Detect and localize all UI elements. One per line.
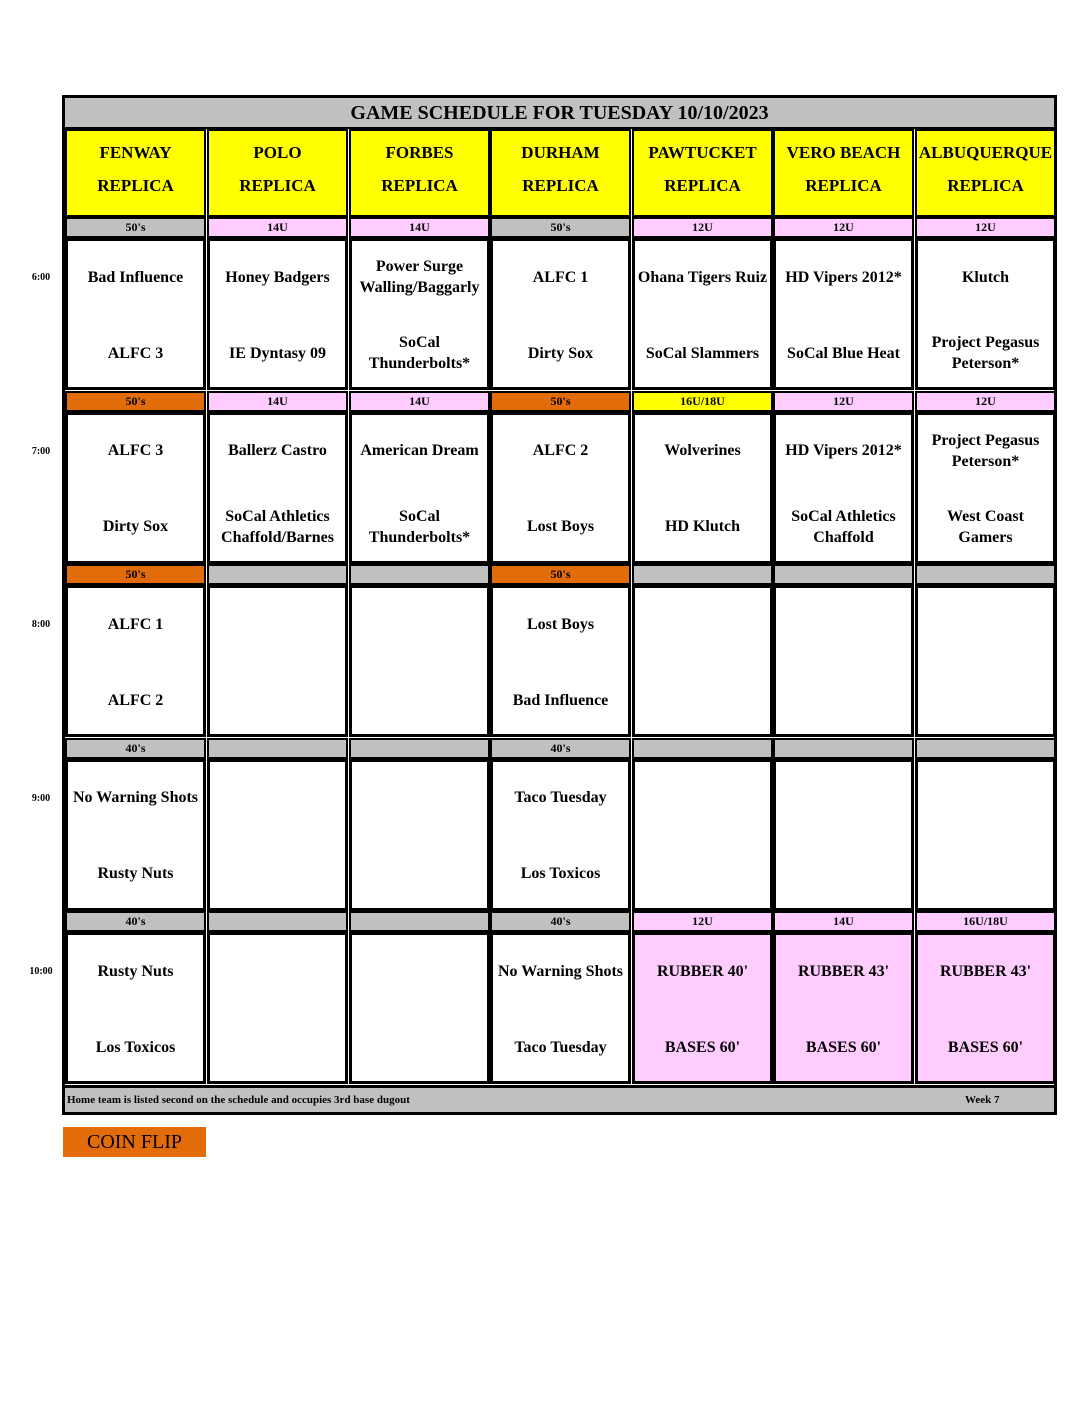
game-cell — [349, 238, 490, 390]
home-team: BASES 60' — [947, 1038, 1024, 1056]
division-label — [349, 911, 490, 932]
field-name: FORBES — [385, 143, 454, 162]
home-team — [354, 852, 485, 896]
game-cell — [773, 585, 914, 737]
game-cell — [490, 932, 631, 1084]
home-team — [920, 852, 1051, 896]
game-cell — [490, 238, 631, 390]
away-team — [212, 949, 343, 993]
away-team: Wolverines — [664, 442, 741, 459]
field-subtitle: REPLICA — [239, 176, 316, 195]
field-subtitle: REPLICA — [97, 176, 174, 195]
away-team: HD Vipers 2012* — [785, 268, 902, 286]
home-team: Lost Boys — [526, 518, 595, 535]
field-subtitle: REPLICA — [522, 176, 599, 195]
division-label: 12U — [915, 217, 1056, 238]
division-label: 40's — [65, 738, 206, 759]
away-team: HD Vipers 2012* — [785, 442, 902, 459]
home-team — [637, 852, 768, 896]
field-header-durham — [490, 129, 631, 217]
game-cell — [65, 932, 206, 1084]
away-team — [637, 776, 768, 820]
division-label — [915, 738, 1056, 759]
division-label — [349, 738, 490, 759]
division-label: 16U/18U — [915, 911, 1056, 932]
home-team: SoCal Thunderbolts* — [368, 334, 471, 372]
away-team: Ballerz Castro — [228, 442, 327, 459]
game-cell — [65, 585, 206, 737]
home-team: Los Toxicos — [95, 1038, 176, 1056]
division-label: 50's — [490, 391, 631, 412]
away-team: Klutch — [961, 268, 1010, 286]
schedule-title: GAME SCHEDULE FOR TUESDAY 10/10/2023 — [65, 98, 1054, 129]
away-team: Project Pegasus Peterson* — [931, 431, 1040, 470]
away-team: ALFC 1 — [532, 268, 589, 286]
away-team: RUBBER 43' — [939, 962, 1032, 980]
division-label: 14U — [207, 391, 348, 412]
away-team: No Warning Shots — [72, 789, 199, 806]
division-label — [773, 564, 914, 585]
home-team: IE Dyntasy 09 — [229, 344, 326, 362]
division-label — [207, 738, 348, 759]
game-cell — [65, 238, 206, 390]
game-cell — [349, 759, 490, 911]
away-team: Rusty Nuts — [97, 962, 174, 980]
game-cell — [632, 238, 773, 390]
away-team: No Warning Shots — [497, 962, 624, 980]
home-team: Bad Influence — [512, 691, 609, 709]
game-cell — [632, 412, 773, 564]
field-subtitle: REPLICA — [664, 176, 741, 195]
game-cell — [915, 932, 1056, 1084]
home-team — [212, 852, 343, 896]
home-team: SoCal Athletics Chaffold/Barnes — [221, 507, 334, 546]
division-label — [349, 564, 490, 585]
division-label: 12U — [632, 217, 773, 238]
division-label: 14U — [207, 217, 348, 238]
away-team — [212, 776, 343, 820]
away-team — [920, 776, 1051, 820]
time-label: 6:00 — [31, 272, 51, 283]
away-team: American Dream — [360, 442, 479, 459]
game-cell — [773, 412, 914, 564]
field-header-forbes — [349, 129, 490, 217]
game-cell — [490, 412, 631, 564]
home-team — [354, 678, 485, 722]
home-team: Dirty Sox — [527, 344, 594, 362]
time-label: 9:00 — [31, 792, 51, 804]
game-cell — [632, 759, 773, 911]
field-subtitle: REPLICA — [947, 176, 1024, 195]
game-cell — [349, 585, 490, 737]
division-label — [207, 911, 348, 932]
division-label — [915, 564, 1056, 585]
game-cell — [207, 759, 348, 911]
home-team-note: Home team is listed second on the schedule and occupies 3rd base dugout — [67, 1094, 410, 1106]
home-team: West Coast Gamers — [947, 507, 1024, 546]
field-subtitle: REPLICA — [381, 176, 458, 195]
home-team: Rusty Nuts — [97, 865, 174, 882]
field-subtitle: REPLICA — [805, 176, 882, 195]
division-label — [773, 738, 914, 759]
away-team: Power Surge Walling/Baggarly — [359, 258, 480, 296]
game-cell — [207, 585, 348, 737]
game-cell — [65, 412, 206, 564]
division-label — [632, 564, 773, 585]
home-team — [920, 678, 1051, 722]
field-name: PAWTUCKET — [648, 143, 757, 162]
away-team: RUBBER 40' — [656, 962, 749, 980]
game-cell — [773, 932, 914, 1084]
away-team: Lost Boys — [526, 615, 595, 633]
home-team: Taco Tuesday — [514, 1038, 607, 1056]
home-team — [354, 1025, 485, 1069]
field-header-fenway — [65, 129, 206, 217]
game-cell — [915, 759, 1056, 911]
division-label: 16U/18U — [632, 391, 773, 412]
game-cell — [349, 412, 490, 564]
division-label: 40's — [65, 911, 206, 932]
division-label: 50's — [490, 217, 631, 238]
division-label: 14U — [773, 911, 914, 932]
away-team — [354, 949, 485, 993]
away-team — [354, 776, 485, 820]
away-team: ALFC 2 — [532, 442, 589, 459]
division-label: 50's — [490, 564, 631, 585]
division-label: 14U — [349, 217, 490, 238]
away-team: RUBBER 43' — [797, 962, 890, 980]
game-cell — [490, 759, 631, 911]
home-team — [212, 1025, 343, 1069]
home-team: ALFC 3 — [107, 344, 164, 362]
away-team — [354, 602, 485, 646]
home-team: SoCal Athletics Chaffold — [791, 507, 896, 546]
game-cell — [490, 585, 631, 737]
time-label: 10:00 — [29, 966, 53, 977]
division-label: 50's — [65, 391, 206, 412]
field-name: ALBUQUERQUE — [918, 143, 1053, 162]
home-team — [212, 678, 343, 722]
division-label: 50's — [65, 217, 206, 238]
home-team: BASES 60' — [664, 1038, 741, 1056]
away-team: Ohana Tigers Ruiz — [637, 268, 768, 286]
game-cell — [207, 238, 348, 390]
home-team: BASES 60' — [805, 1038, 882, 1056]
field-name: POLO — [253, 143, 302, 162]
away-team: ALFC 1 — [107, 615, 164, 633]
coin-flip-legend: COIN FLIP — [63, 1127, 206, 1157]
game-cell — [207, 412, 348, 564]
field-name: DURHAM — [521, 143, 600, 162]
division-label: 14U — [349, 391, 490, 412]
home-team: SoCal Blue Heat — [787, 344, 900, 362]
game-cell — [915, 238, 1056, 390]
division-label: 40's — [490, 911, 631, 932]
home-team — [778, 852, 909, 896]
home-team — [637, 678, 768, 722]
game-cell — [349, 932, 490, 1084]
game-cell — [915, 585, 1056, 737]
away-team: ALFC 3 — [107, 442, 164, 459]
field-header-pawtucket — [632, 129, 773, 217]
game-cell — [207, 932, 348, 1084]
schedule-table — [62, 95, 1057, 1115]
away-team: Taco Tuesday — [514, 789, 607, 806]
division-label: 12U — [632, 911, 773, 932]
home-team: Dirty Sox — [102, 518, 169, 535]
week-label: Week 7 — [965, 1094, 1000, 1106]
home-team: ALFC 2 — [107, 691, 164, 709]
division-label: 50's — [65, 564, 206, 585]
game-cell — [65, 759, 206, 911]
home-team — [778, 678, 909, 722]
division-label — [207, 564, 348, 585]
division-label — [632, 738, 773, 759]
division-label: 12U — [773, 391, 914, 412]
footer-bar — [65, 1085, 1054, 1112]
away-team — [778, 602, 909, 646]
away-team — [212, 602, 343, 646]
game-cell — [773, 238, 914, 390]
time-label: 8:00 — [31, 619, 51, 630]
away-team: Honey Badgers — [225, 268, 330, 286]
division-label: 40's — [490, 738, 631, 759]
game-cell — [773, 759, 914, 911]
field-header-polo — [207, 129, 348, 217]
home-team: SoCal Thunderbolts* — [368, 507, 471, 546]
away-team: Bad Influence — [87, 268, 184, 286]
field-header-vero-beach — [773, 129, 914, 217]
field-header-albuquerque — [915, 129, 1056, 217]
home-team: HD Klutch — [664, 518, 741, 535]
game-cell — [915, 412, 1056, 564]
home-team: SoCal Slammers — [645, 344, 760, 362]
division-label: 12U — [915, 391, 1056, 412]
time-label: 7:00 — [31, 445, 51, 457]
field-name: VERO BEACH — [786, 143, 901, 162]
home-team: Project Pegasus Peterson* — [931, 334, 1040, 372]
away-team — [778, 776, 909, 820]
game-cell — [632, 932, 773, 1084]
game-cell — [632, 585, 773, 737]
division-label: 12U — [773, 217, 914, 238]
away-team — [920, 602, 1051, 646]
field-name: FENWAY — [99, 143, 172, 162]
away-team — [637, 602, 768, 646]
home-team: Los Toxicos — [520, 865, 601, 882]
